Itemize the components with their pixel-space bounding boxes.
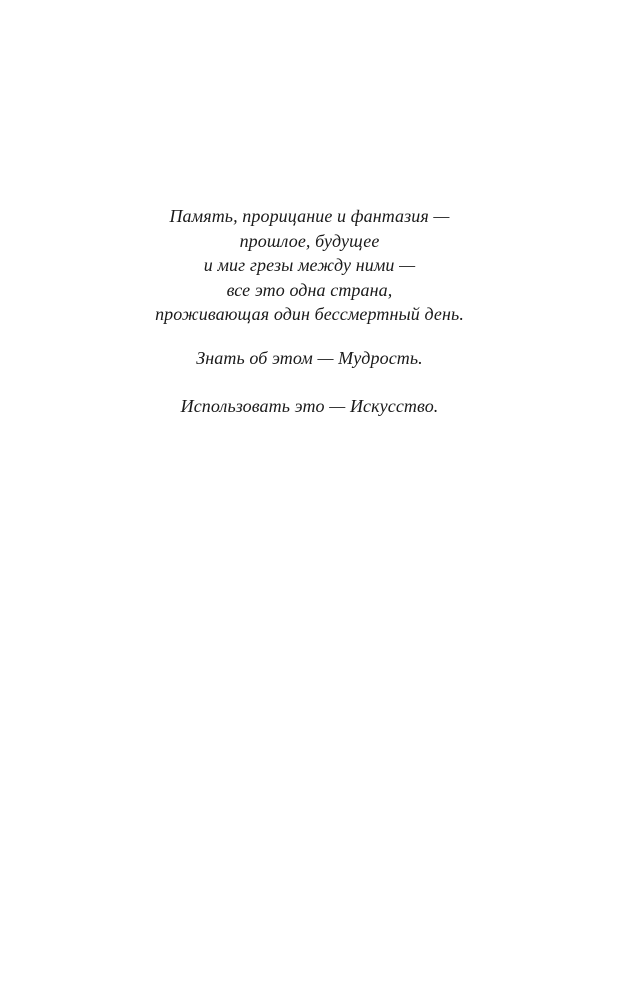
epigraph-art-line <box>0 394 619 418</box>
epigraph-line: прошлое, будущее <box>239 230 380 251</box>
epigraph-wisdom-line <box>0 346 619 370</box>
wisdom-text: Знать об этом — Мудрость. <box>196 348 423 368</box>
epigraph-line: Память, прорицание и фантазия — <box>169 206 450 226</box>
epigraph-line: и миг грезы между ними — <box>203 255 416 275</box>
art-text: Использовать это — Искусство. <box>180 396 439 416</box>
epigraph-line: все это одна страна, <box>226 279 393 300</box>
epigraph-stanza <box>0 204 619 327</box>
epigraph-line: проживающая один бессмертный день. <box>155 304 464 324</box>
